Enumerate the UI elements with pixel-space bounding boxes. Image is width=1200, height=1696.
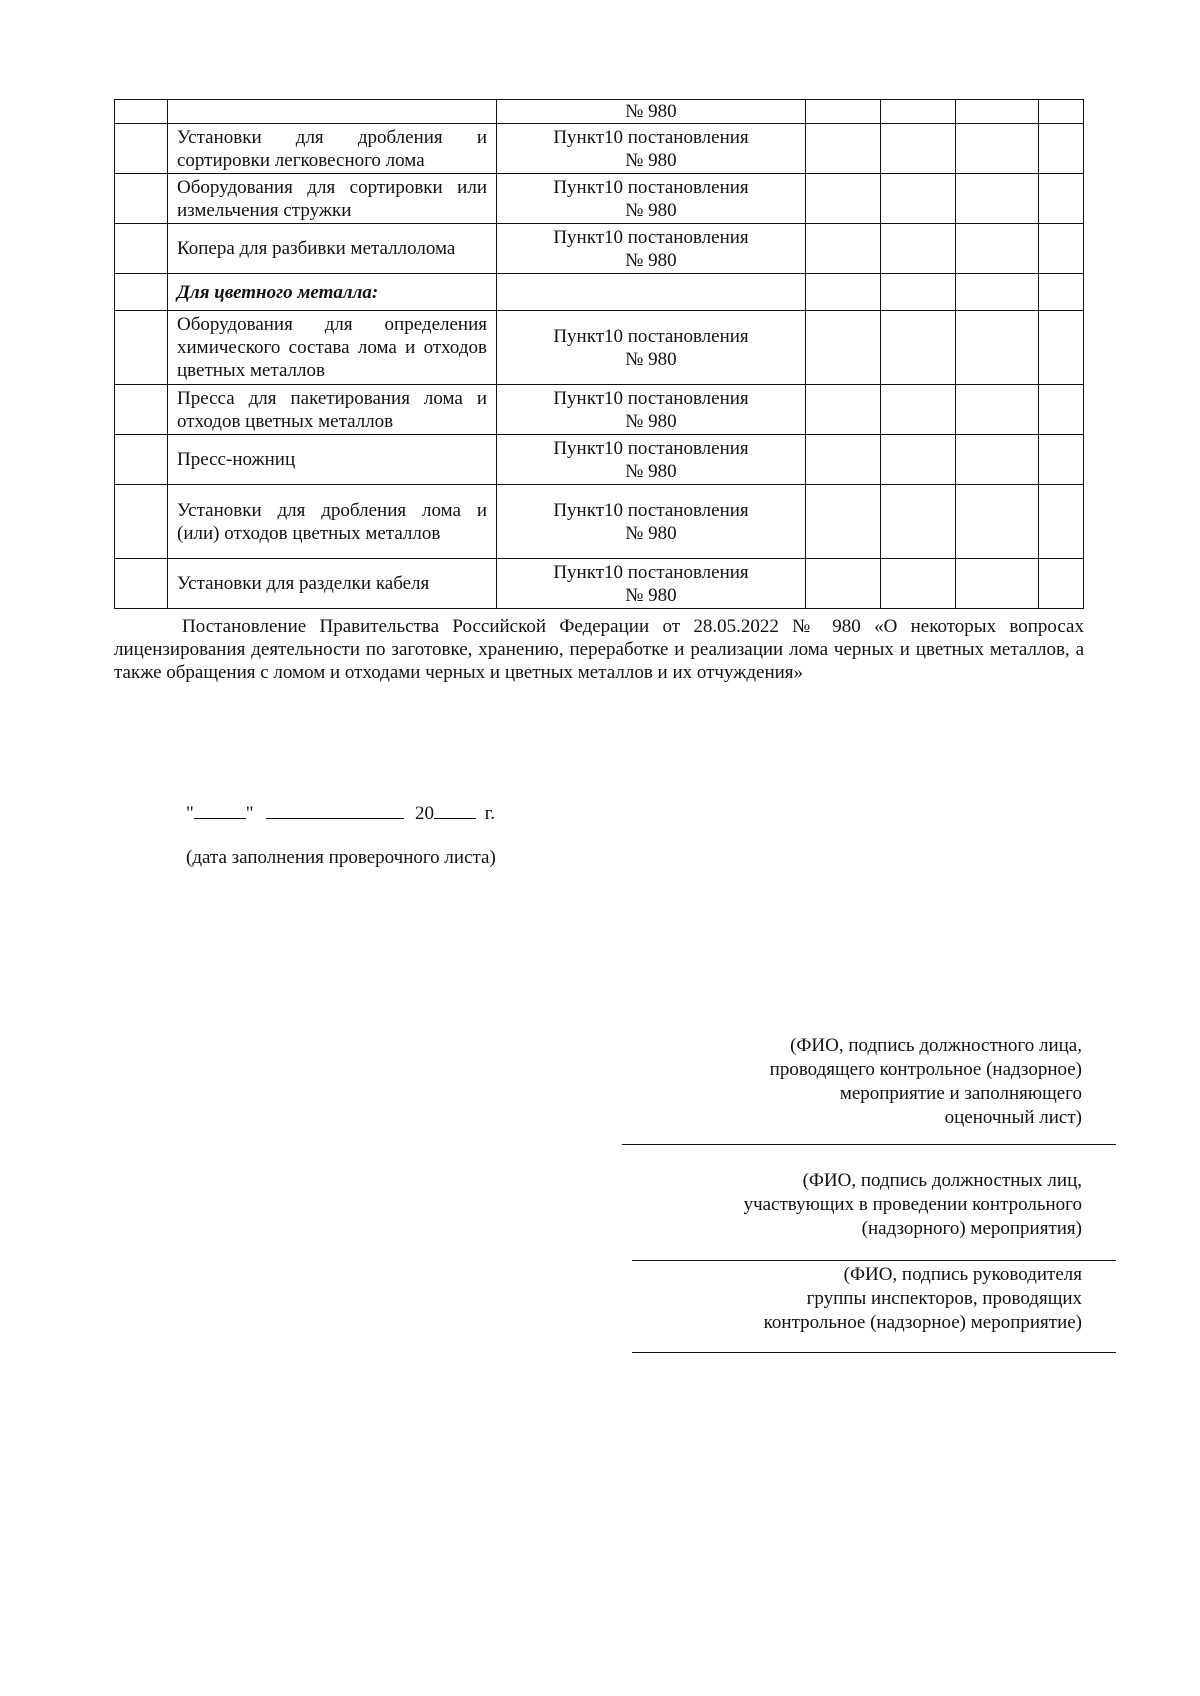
row-number-cell [115, 311, 168, 385]
table-row [115, 174, 1084, 224]
signature-line-inspector[interactable] [622, 1144, 1116, 1145]
table-row [115, 435, 1084, 485]
section-title-cell [168, 274, 497, 311]
answer-cell-no[interactable] [881, 485, 956, 559]
signature-caption-line: участвующих в проведении контрольного [743, 1194, 1082, 1215]
answer-cell-na[interactable] [956, 559, 1039, 609]
answer-cell-no[interactable] [881, 559, 956, 609]
row-number-cell [115, 100, 168, 124]
answer-cell-na[interactable] [956, 224, 1039, 274]
row-number-cell [115, 274, 168, 311]
signature-caption-line: контрольное (надзорное) мероприятие) [763, 1312, 1082, 1333]
signature-caption-line: проводящего контрольное (надзорное) [769, 1059, 1082, 1080]
table-row [115, 311, 1084, 385]
answer-cell-na[interactable] [956, 100, 1039, 124]
answer-cell-note[interactable] [1039, 274, 1084, 311]
requirement-cell: Установки для разделки кабеля [168, 559, 497, 609]
requirement-cell: Оборудования для сортировки или измельчения стружки [168, 174, 497, 224]
table-row [115, 124, 1084, 174]
requirement-cell: Установки для дробления и сортировки легковесного лома [168, 124, 497, 174]
section-row [115, 274, 1084, 311]
checklist-table [114, 99, 1084, 609]
answer-cell-yes[interactable] [806, 435, 881, 485]
answer-cell-no[interactable] [881, 435, 956, 485]
requirement-cell: Пресса для пакетирования лома и отходов цветных металлов [168, 385, 497, 435]
table-row [115, 385, 1084, 435]
answer-cell-note[interactable] [1039, 100, 1084, 124]
table-row [115, 224, 1084, 274]
answer-cell-na[interactable] [956, 311, 1039, 385]
date-fill-line [186, 800, 495, 825]
answer-cell-note[interactable] [1039, 385, 1084, 435]
requirement-cell: Пресс-ножниц [168, 435, 497, 485]
requirement-cell: Установки для дробления лома и (или) отходов цветных металлов [168, 485, 497, 559]
table-row [115, 485, 1084, 559]
answer-cell-note[interactable] [1039, 485, 1084, 559]
answer-cell-note[interactable] [1039, 559, 1084, 609]
requirement-cell: Копера для разбивки металлолома [168, 224, 497, 274]
quote-open: " [186, 803, 194, 824]
reference-cell [497, 274, 806, 311]
reference-cell: № 980 [497, 100, 806, 124]
quote-close: " [245, 803, 254, 824]
answer-cell-yes[interactable] [806, 100, 881, 124]
answer-cell-na[interactable] [956, 385, 1039, 435]
answer-cell-note[interactable] [1039, 124, 1084, 174]
answer-cell-yes[interactable] [806, 485, 881, 559]
table-row [115, 100, 1084, 124]
reference-cell: Пункт10 постановления № 980 [497, 124, 806, 174]
reference-cell: Пункт10 постановления № 980 [497, 311, 806, 385]
answer-cell-note[interactable] [1039, 174, 1084, 224]
requirement-cell: Оборудования для определения химического состава лома и отходов цветных металлов [168, 311, 497, 385]
answer-cell-no[interactable] [881, 124, 956, 174]
answer-cell-na[interactable] [956, 485, 1039, 559]
month-field[interactable] [266, 800, 404, 819]
footnote-text: Постановление Правительства Российской Федерации от 28.05.2022 № 980 «О некоторых вопросах лицензирования деятельности по заготовке, хранению, переработке и реализации лома черных и цветных металлов, а также обращения с ломом и отходами черных и цветных металлов и их отчуждения» [114, 616, 1084, 683]
table-row [115, 559, 1084, 609]
row-number-cell [115, 485, 168, 559]
signature-line-participants[interactable] [632, 1260, 1116, 1261]
signature-caption-line: оценочный лист) [944, 1107, 1082, 1128]
answer-cell-na[interactable] [956, 435, 1039, 485]
date-caption: (дата заполнения проверочного листа) [186, 847, 496, 868]
answer-cell-no[interactable] [881, 174, 956, 224]
section-title: Для цветного металла: [177, 281, 379, 303]
day-field[interactable] [194, 800, 246, 819]
signature-caption-line: (ФИО, подпись должностных лиц, [802, 1170, 1082, 1191]
signature-caption-group-head [764, 1263, 1082, 1335]
answer-cell-yes[interactable] [806, 124, 881, 174]
signature-caption-line: мероприятие и заполняющего [839, 1083, 1082, 1104]
answer-cell-no[interactable] [881, 224, 956, 274]
answer-cell-yes[interactable] [806, 224, 881, 274]
answer-cell-no[interactable] [881, 100, 956, 124]
signature-line-group-head[interactable] [632, 1352, 1116, 1353]
year-prefix: 20 [415, 803, 435, 824]
answer-cell-na[interactable] [956, 174, 1039, 224]
row-number-cell [115, 559, 168, 609]
signature-caption-line: (ФИО, подпись должностного лица, [790, 1035, 1082, 1056]
signature-caption-participants [744, 1169, 1082, 1241]
answer-cell-note[interactable] [1039, 435, 1084, 485]
row-number-cell [115, 224, 168, 274]
reference-cell: Пункт10 постановления № 980 [497, 385, 806, 435]
answer-cell-na[interactable] [956, 274, 1039, 311]
signature-caption-inspector [770, 1034, 1082, 1130]
answer-cell-yes[interactable] [806, 174, 881, 224]
signature-caption-line: (надзорного) мероприятия) [861, 1218, 1082, 1239]
requirement-cell [168, 100, 497, 124]
answer-cell-yes[interactable] [806, 559, 881, 609]
answer-cell-na[interactable] [956, 124, 1039, 174]
row-number-cell [115, 385, 168, 435]
row-number-cell [115, 124, 168, 174]
answer-cell-yes[interactable] [806, 274, 881, 311]
answer-cell-no[interactable] [881, 274, 956, 311]
row-number-cell [115, 435, 168, 485]
reference-cell: Пункт10 постановления № 980 [497, 435, 806, 485]
signature-caption-line: (ФИО, подпись руководителя [843, 1264, 1082, 1285]
reference-cell: Пункт10 постановления № 980 [497, 485, 806, 559]
answer-cell-note[interactable] [1039, 224, 1084, 274]
answer-cell-no[interactable] [881, 385, 956, 435]
row-number-cell [115, 174, 168, 224]
answer-cell-yes[interactable] [806, 311, 881, 385]
reference-cell: Пункт10 постановления № 980 [497, 559, 806, 609]
year-field[interactable] [434, 800, 476, 819]
year-suffix: г. [484, 803, 496, 824]
reference-cell: Пункт10 постановления № 980 [497, 174, 806, 224]
answer-cell-no[interactable] [881, 311, 956, 385]
signature-caption-line: группы инспекторов, проводящих [806, 1288, 1082, 1309]
answer-cell-yes[interactable] [806, 385, 881, 435]
reference-cell: Пункт10 постановления № 980 [497, 224, 806, 274]
answer-cell-note[interactable] [1039, 311, 1084, 385]
